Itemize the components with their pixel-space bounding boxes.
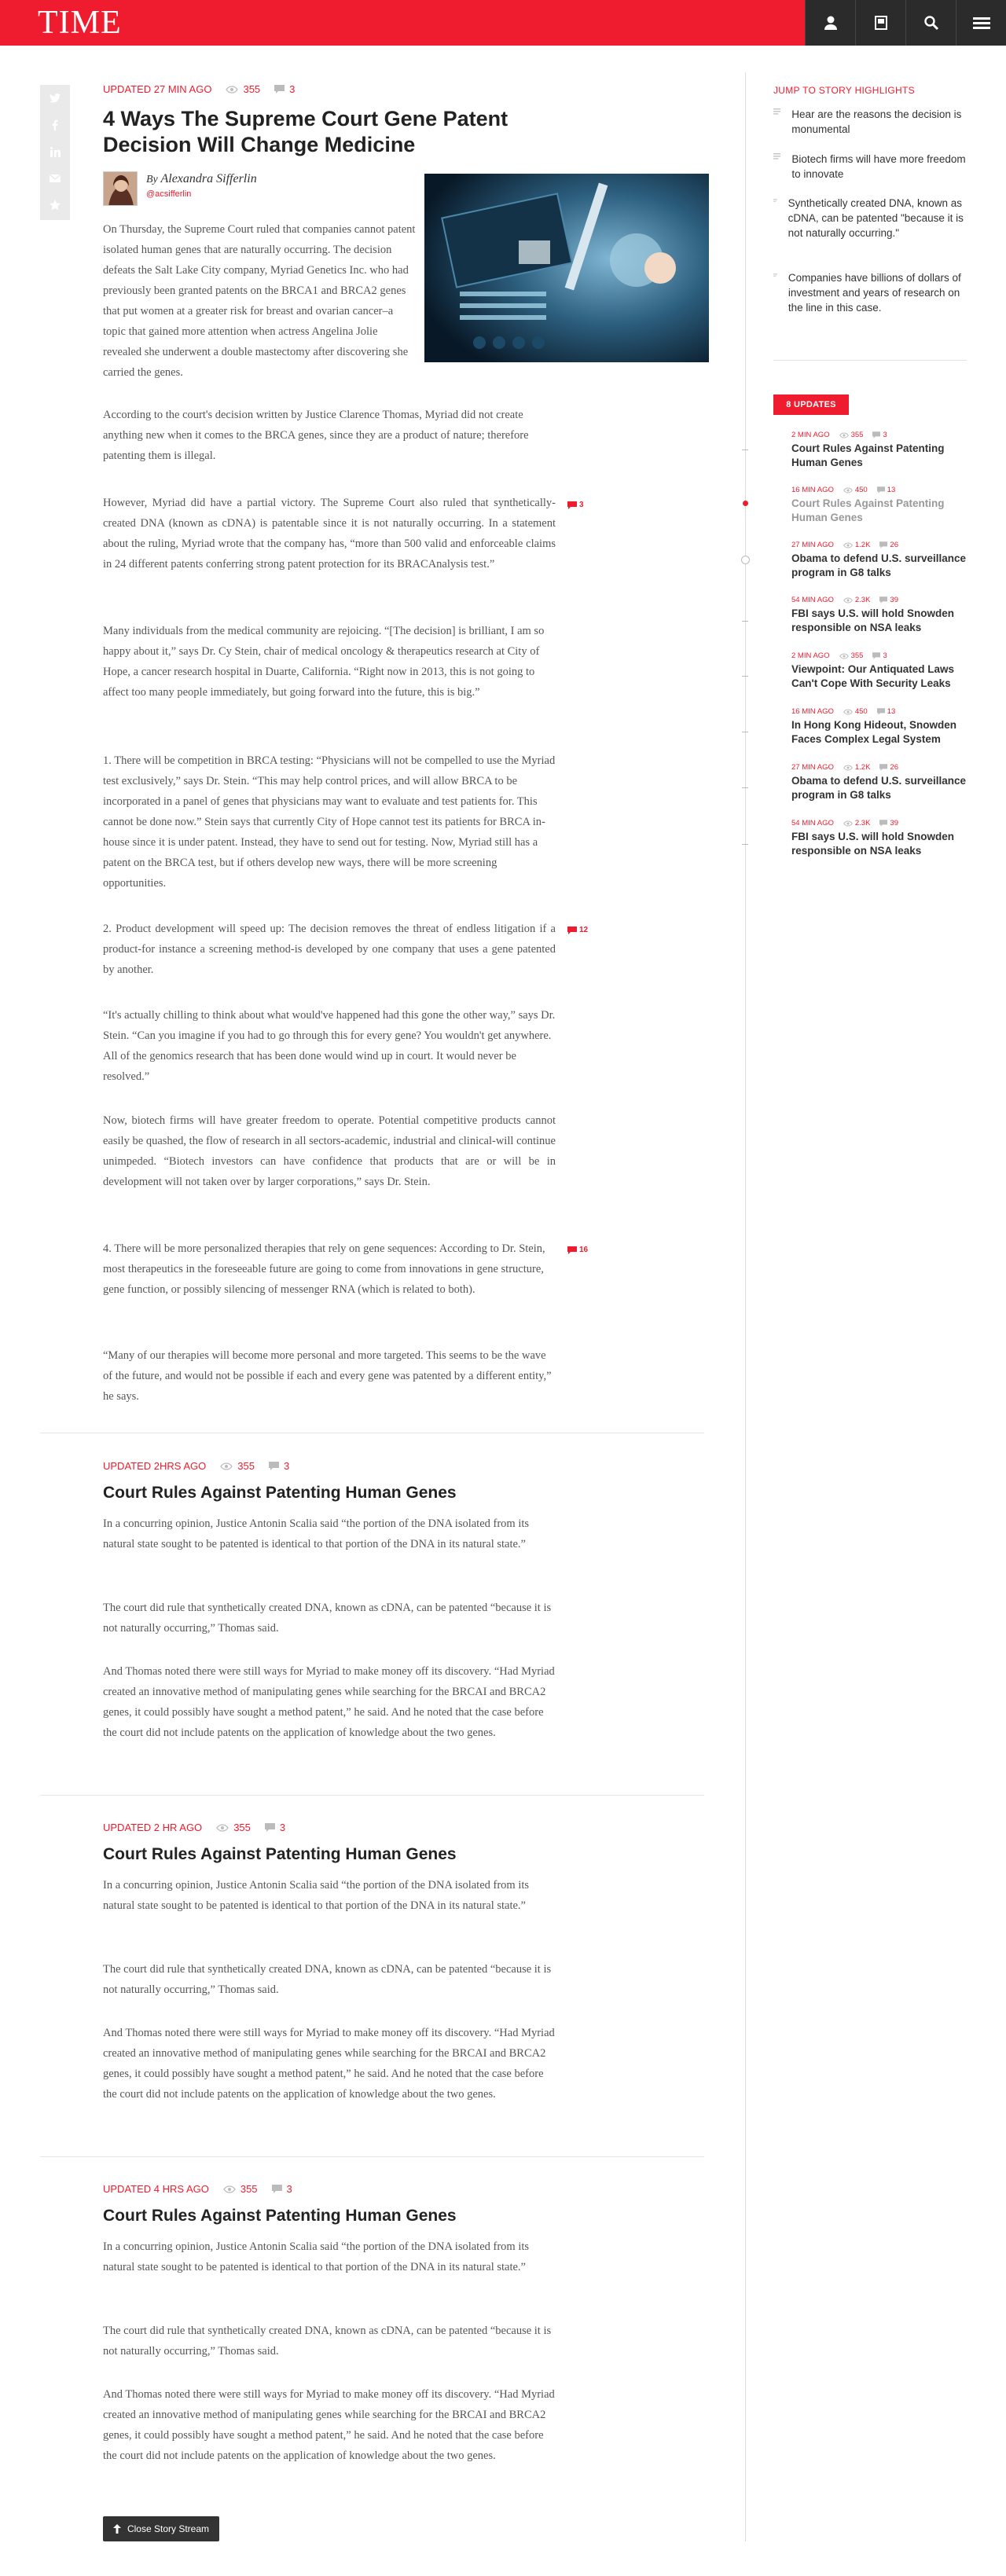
twitter-share[interactable] bbox=[40, 85, 70, 112]
close-story-stream-button[interactable]: Close Story Stream bbox=[103, 2516, 219, 2541]
comment-icon bbox=[879, 820, 887, 827]
update-title: Obama to defend U.S. surveillance program in G8 talks bbox=[791, 775, 967, 801]
highlight-item[interactable]: Biotech firms will have more freedom to innovate bbox=[773, 152, 970, 182]
update-item[interactable]: 27 MIN AGO 1.2K 26 Obama to defend U.S. surveillance program in G8 talks bbox=[791, 541, 980, 580]
view-count: 355 bbox=[216, 1822, 251, 1833]
updates-badge[interactable]: 8 UPDATES bbox=[773, 394, 849, 415]
post-meta bbox=[103, 1460, 289, 1472]
post-title[interactable]: Court Rules Against Patenting Human Genes bbox=[103, 1484, 457, 1502]
comment-count[interactable]: 3 bbox=[274, 83, 295, 95]
comment-count: 26 bbox=[879, 541, 898, 549]
highlight-item[interactable]: Synthetically created DNA, known as cDNA, can be patented "because it is not naturally occurring." bbox=[773, 196, 970, 240]
eye-icon bbox=[839, 653, 849, 659]
post-paragraph: The court did rule that synthetically created DNA, known as cDNA, can be patented “because it is not naturally occurring,” Thomas said. bbox=[103, 2325, 552, 2358]
view-count: 355 bbox=[223, 2183, 258, 2195]
post-paragraph: In a concurring opinion, Justice Antonin Scalia said “the portion of the DNA isolated from its natural state sought to be patented is identical to that portion of the DNA in its natural state.” bbox=[103, 1879, 530, 1912]
update-title: Court Rules Against Patenting Human Genes bbox=[791, 497, 945, 523]
article-meta bbox=[103, 83, 295, 95]
view-count: 1.2K bbox=[843, 541, 871, 549]
twitter-icon bbox=[50, 94, 61, 103]
comment-count: 13 bbox=[877, 707, 896, 716]
inline-comment-count[interactable]: 12 bbox=[567, 926, 588, 934]
post-paragraph: And Thomas noted there were still ways for Myriad to make money off its discovery. “Had Myriad created an innovative method of manipulating genes while searching for the BRCAI and BRCA2 genes, it could possibly have sought a method patent,” he said. And he noted that the case before the court did not include patents on the application of knowledge about the two genes. bbox=[103, 2388, 555, 2462]
post-paragraph: The court did rule that synthetically created DNA, known as cDNA, can be patented “because it is not naturally occurring,” Thomas said. bbox=[103, 1963, 552, 1996]
article-paragraph: 4. There will be more personalized therapies that rely on gene sequences: According to Dr. Stein, most therapeutics in the foreseeable future are going to come from innovations in gene structure, gene function, or possibly silencing of messenger RNA (which is related to both). bbox=[103, 1242, 545, 1296]
post-paragraph: In a concurring opinion, Justice Antonin Scalia said “the portion of the DNA isolated from its natural state sought to be patented is identical to that portion of the DNA in its natural state.” bbox=[103, 2240, 530, 2273]
timeline-tick bbox=[742, 676, 748, 677]
email-icon bbox=[50, 174, 61, 182]
comment-count: 26 bbox=[879, 763, 898, 772]
eye-icon bbox=[843, 597, 853, 604]
post-title[interactable]: Court Rules Against Patenting Human Genes bbox=[103, 2207, 457, 2225]
lab-photo bbox=[424, 174, 709, 362]
user-button[interactable] bbox=[805, 0, 855, 46]
comment-count: 3 bbox=[872, 431, 887, 439]
byline: By Alexandra Sifferlin bbox=[146, 172, 257, 185]
eye-icon bbox=[843, 765, 853, 771]
arrow-up-icon bbox=[113, 2524, 121, 2534]
comment-count: 39 bbox=[879, 596, 898, 604]
article-paragraph: “Many of our therapies will become more personal and more targeted. This seems to be the wave of the future, and would not be possible if each and every gene was patented by a different entity,” he says. bbox=[103, 1349, 552, 1403]
comment-icon bbox=[877, 708, 885, 715]
author-name[interactable]: Alexandra Sifferlin bbox=[160, 172, 257, 185]
comment-icon bbox=[872, 431, 880, 439]
article-paragraph: However, Myriad did have a partial victory. The Supreme Court also ruled that synthetically-created DNA (known as cDNA) is patentable since it is not naturally occurring. In a statement about the ruling, Myriad wrote that the company has, “more than 500 valid and enforceable claims in 24 different patents conferring strong patent protection for its BRACAnalysis test.” bbox=[103, 497, 556, 571]
author-handle[interactable]: @acsifferlin bbox=[146, 189, 192, 199]
comment-icon bbox=[879, 541, 887, 549]
view-count: 355 bbox=[220, 1460, 255, 1472]
comment-count[interactable]: 3 bbox=[265, 1822, 285, 1833]
update-item[interactable]: 2 MIN AGO 355 3 Viewpoint: Our Antiquated Laws Can't Cope With Security Leaks bbox=[791, 651, 980, 691]
update-item[interactable]: 54 MIN AGO 2.3K 39 FBI says U.S. will hold Snowden responsible on NSA leaks bbox=[791, 819, 980, 858]
favorite-button[interactable] bbox=[40, 192, 70, 218]
comment-icon bbox=[274, 85, 285, 94]
eye-icon bbox=[223, 2185, 236, 2193]
linkedin-icon bbox=[50, 147, 61, 157]
article-paragraph: “It's actually chilling to think about what would've happened had this gone the other way,” says Dr. Stein. “Can you imagine if you had to go through this for every gene? You wouldn't get anywhere. All of the genomics research that has been done would wind up in court. It would never be resolved.” bbox=[103, 1009, 556, 1083]
update-item[interactable]: 2 MIN AGO 355 3 Court Rules Against Patenting Human Genes bbox=[791, 431, 980, 470]
comment-count[interactable]: 3 bbox=[269, 1460, 289, 1472]
lines-icon bbox=[773, 196, 777, 205]
update-title: Obama to defend U.S. surveillance program in G8 talks bbox=[791, 552, 967, 578]
eye-icon bbox=[216, 1824, 229, 1832]
section-divider bbox=[40, 1795, 704, 1796]
update-title: Court Rules Against Patenting Human Genes bbox=[791, 442, 945, 468]
section-divider bbox=[40, 2156, 704, 2157]
view-count: 2.3K bbox=[843, 596, 871, 604]
sidebar-divider bbox=[773, 360, 967, 361]
comment-icon bbox=[265, 1823, 275, 1832]
comment-icon bbox=[879, 596, 887, 604]
highlight-item[interactable]: Hear are the reasons the decision is monumental bbox=[773, 107, 970, 137]
facebook-icon bbox=[52, 119, 58, 130]
view-count: 355 bbox=[839, 431, 864, 439]
timeline-tick bbox=[742, 844, 748, 845]
timeline-dot bbox=[741, 556, 750, 564]
post-paragraph: And Thomas noted there were still ways for Myriad to make money off its discovery. “Had Myriad created an innovative method of manipulating genes while searching for the BRCAI and BRCA2 genes, it could possibly have sought a method patent,” he said. And he noted that the case before the court did not include patents on the application of knowledge about the two genes. bbox=[103, 1665, 555, 1739]
article-paragraph: 1. There will be competition in BRCA testing: “Physicians will not be compelled to use the Myriad test exclusively,” says Dr. Stein. “This may help control prices, and will allow BRCA to be incorporated in a panel of genes that physicians may want to evaluate and test patients for. This cannot be done now.” Stein says that currently City of Hope cannot test its patients for BRCA in-house since it is under patent. Instead, they have to send out for testing. Now, Myriad still has a patent on the BRCA test, but if others develop new ways, there will be more screening opportunities. bbox=[103, 754, 556, 890]
lines-icon bbox=[773, 152, 780, 161]
star-icon bbox=[50, 200, 61, 211]
inline-comment-count[interactable]: 3 bbox=[567, 501, 584, 509]
magazine-button[interactable] bbox=[855, 0, 905, 46]
eye-icon bbox=[843, 487, 853, 494]
update-item[interactable]: 16 MIN AGO 450 13 In Hong Kong Hideout, Snowden Faces Complex Legal System bbox=[791, 707, 980, 747]
top-bar bbox=[0, 0, 1006, 46]
comment-icon bbox=[567, 501, 577, 509]
update-title: FBI says U.S. will hold Snowden responsible on NSA leaks bbox=[791, 831, 955, 857]
author-avatar[interactable] bbox=[103, 171, 138, 206]
view-count: 355 bbox=[226, 83, 260, 95]
view-count: 450 bbox=[843, 707, 868, 716]
menu-icon bbox=[973, 15, 990, 31]
update-title: In Hong Kong Hideout, Snowden Faces Complex Legal System bbox=[791, 719, 956, 745]
search-button[interactable] bbox=[905, 0, 956, 46]
view-count: 355 bbox=[839, 651, 864, 660]
article-paragraph: Now, biotech firms will have greater freedom to operate. Potential competitive products cannot easily be quashed, the flow of research in all sectors-academic, industrial and clinical-will continue unimpeded. “Biotech investors can have confidence that products that are or will be in development will not taken over by larger corporations,” says Dr. Stein. bbox=[103, 1114, 556, 1188]
update-title: Viewpoint: Our Antiquated Laws Can't Cope With Security Leaks bbox=[791, 663, 955, 689]
lines-icon bbox=[773, 270, 777, 280]
updated-time: UPDATED 27 MIN AGO bbox=[103, 83, 212, 95]
article-photo bbox=[424, 174, 709, 362]
article-paragraph: According to the court's decision written by Justice Clarence Thomas, Myriad did not create anything new when it comes to the BRCA genes, since they are a product of nature; therefore patenting them is illegal. bbox=[103, 409, 529, 462]
article-title: 4 Ways The Supreme Court Gene Patent Decision Will Change Medicine bbox=[103, 107, 509, 156]
email-share[interactable] bbox=[40, 165, 70, 192]
social-share-bar bbox=[40, 85, 70, 220]
eye-icon bbox=[843, 542, 853, 549]
comment-icon bbox=[872, 652, 880, 659]
comment-icon bbox=[272, 2185, 282, 2193]
comment-icon bbox=[877, 486, 885, 494]
magazine-icon bbox=[873, 15, 889, 31]
view-count: 450 bbox=[843, 486, 868, 494]
eye-icon bbox=[220, 1462, 233, 1470]
highlight-item[interactable]: Companies have billions of dollars of investment and years of research on the line in this case. bbox=[773, 270, 970, 315]
update-item[interactable]: 27 MIN AGO 1.2K 26 Obama to defend U.S. surveillance program in G8 talks bbox=[791, 763, 980, 802]
post-paragraph: In a concurring opinion, Justice Antonin Scalia said “the portion of the DNA isolated from its natural state sought to be patented is identical to that portion of the DNA in its natural state.” bbox=[103, 1517, 530, 1550]
eye-icon bbox=[226, 86, 238, 94]
jump-heading: JUMP TO STORY HIGHLIGHTS bbox=[773, 85, 915, 96]
comment-icon bbox=[269, 1462, 279, 1470]
nav-buttons bbox=[805, 0, 1006, 46]
comment-count[interactable]: 3 bbox=[272, 2183, 292, 2195]
eye-icon bbox=[843, 709, 853, 715]
update-item[interactable]: 54 MIN AGO 2.3K 39 FBI says U.S. will hold Snowden responsible on NSA leaks bbox=[791, 596, 980, 635]
column-divider bbox=[745, 72, 746, 2541]
update-title: FBI says U.S. will hold Snowden responsible on NSA leaks bbox=[791, 607, 955, 633]
updated-time: UPDATED 4 HRS AGO bbox=[103, 2183, 209, 2195]
updated-time: UPDATED 2 HR AGO bbox=[103, 1822, 203, 1833]
article-paragraph: 2. Product development will speed up: The decision removes the threat of endless litigation if a product-for instance a screening method-is developed by one company that uses a gene patented by another. bbox=[103, 923, 556, 976]
time-logo[interactable]: TIME bbox=[38, 5, 122, 41]
comment-icon bbox=[879, 764, 887, 771]
comment-count: 13 bbox=[877, 486, 896, 494]
comment-icon bbox=[567, 1246, 577, 1254]
eye-icon bbox=[843, 820, 853, 827]
timeline-tick bbox=[742, 621, 748, 622]
article-paragraph: Many individuals from the medical community are rejoicing. “[The decision] is brilliant, I am so happy about it,” says Dr. Cy Stein, chair of medical oncology & therapeutics research at City of Hope, a cancer research hospital in Duarte, California. “Right now in 2013, this is not going to affect too many people immediately, but going forward into the future, this is big.” bbox=[103, 625, 545, 699]
view-count: 1.2K bbox=[843, 763, 871, 772]
facebook-share[interactable] bbox=[40, 112, 70, 138]
updated-time: UPDATED 2HRS AGO bbox=[103, 1460, 207, 1472]
lines-icon bbox=[773, 107, 780, 116]
menu-button[interactable] bbox=[956, 0, 1006, 46]
comment-count: 39 bbox=[879, 819, 898, 827]
post-paragraph: The court did rule that synthetically created DNA, known as cDNA, can be patented “because it is not naturally occurring,” Thomas said. bbox=[103, 1602, 552, 1635]
linkedin-share[interactable] bbox=[40, 138, 70, 165]
view-count: 2.3K bbox=[843, 819, 871, 827]
eye-icon bbox=[839, 432, 849, 439]
comment-count: 3 bbox=[872, 651, 887, 660]
post-meta bbox=[103, 2183, 292, 2195]
timeline-current-marker bbox=[743, 501, 748, 506]
timeline-tick bbox=[742, 787, 748, 788]
post-paragraph: And Thomas noted there were still ways for Myriad to make money off its discovery. “Had Myriad created an innovative method of manipulating genes while searching for the BRCAI and BRCA2 genes, it could possibly have sought a method patent,” he said. And he noted that the case before the court did not include patents on the application of knowledge about the two genes. bbox=[103, 2027, 555, 2101]
inline-comment-count[interactable]: 16 bbox=[567, 1246, 588, 1254]
search-icon bbox=[923, 15, 939, 31]
post-title[interactable]: Court Rules Against Patenting Human Genes bbox=[103, 1845, 457, 1863]
update-item[interactable]: 16 MIN AGO 450 13 Court Rules Against Patenting Human Genes bbox=[791, 486, 980, 525]
post-meta bbox=[103, 1822, 285, 1833]
user-icon bbox=[823, 15, 839, 31]
author-photo bbox=[104, 172, 138, 206]
comment-icon bbox=[567, 927, 577, 934]
article-paragraph: On Thursday, the Supreme Court ruled that companies cannot patent isolated human genes that are naturally occurring. The decision defeats the Salt Lake City company, Myriad Genetics Inc. who had previously been granted patents on the BRCA1 and BRCA2 genes that put women at a greater risk for breast and ovarian cancer–a topic that gained more attention when actress Angelina Jolie revealed she underwent a double mastectomy after discovering she carried the genes. bbox=[103, 223, 416, 379]
